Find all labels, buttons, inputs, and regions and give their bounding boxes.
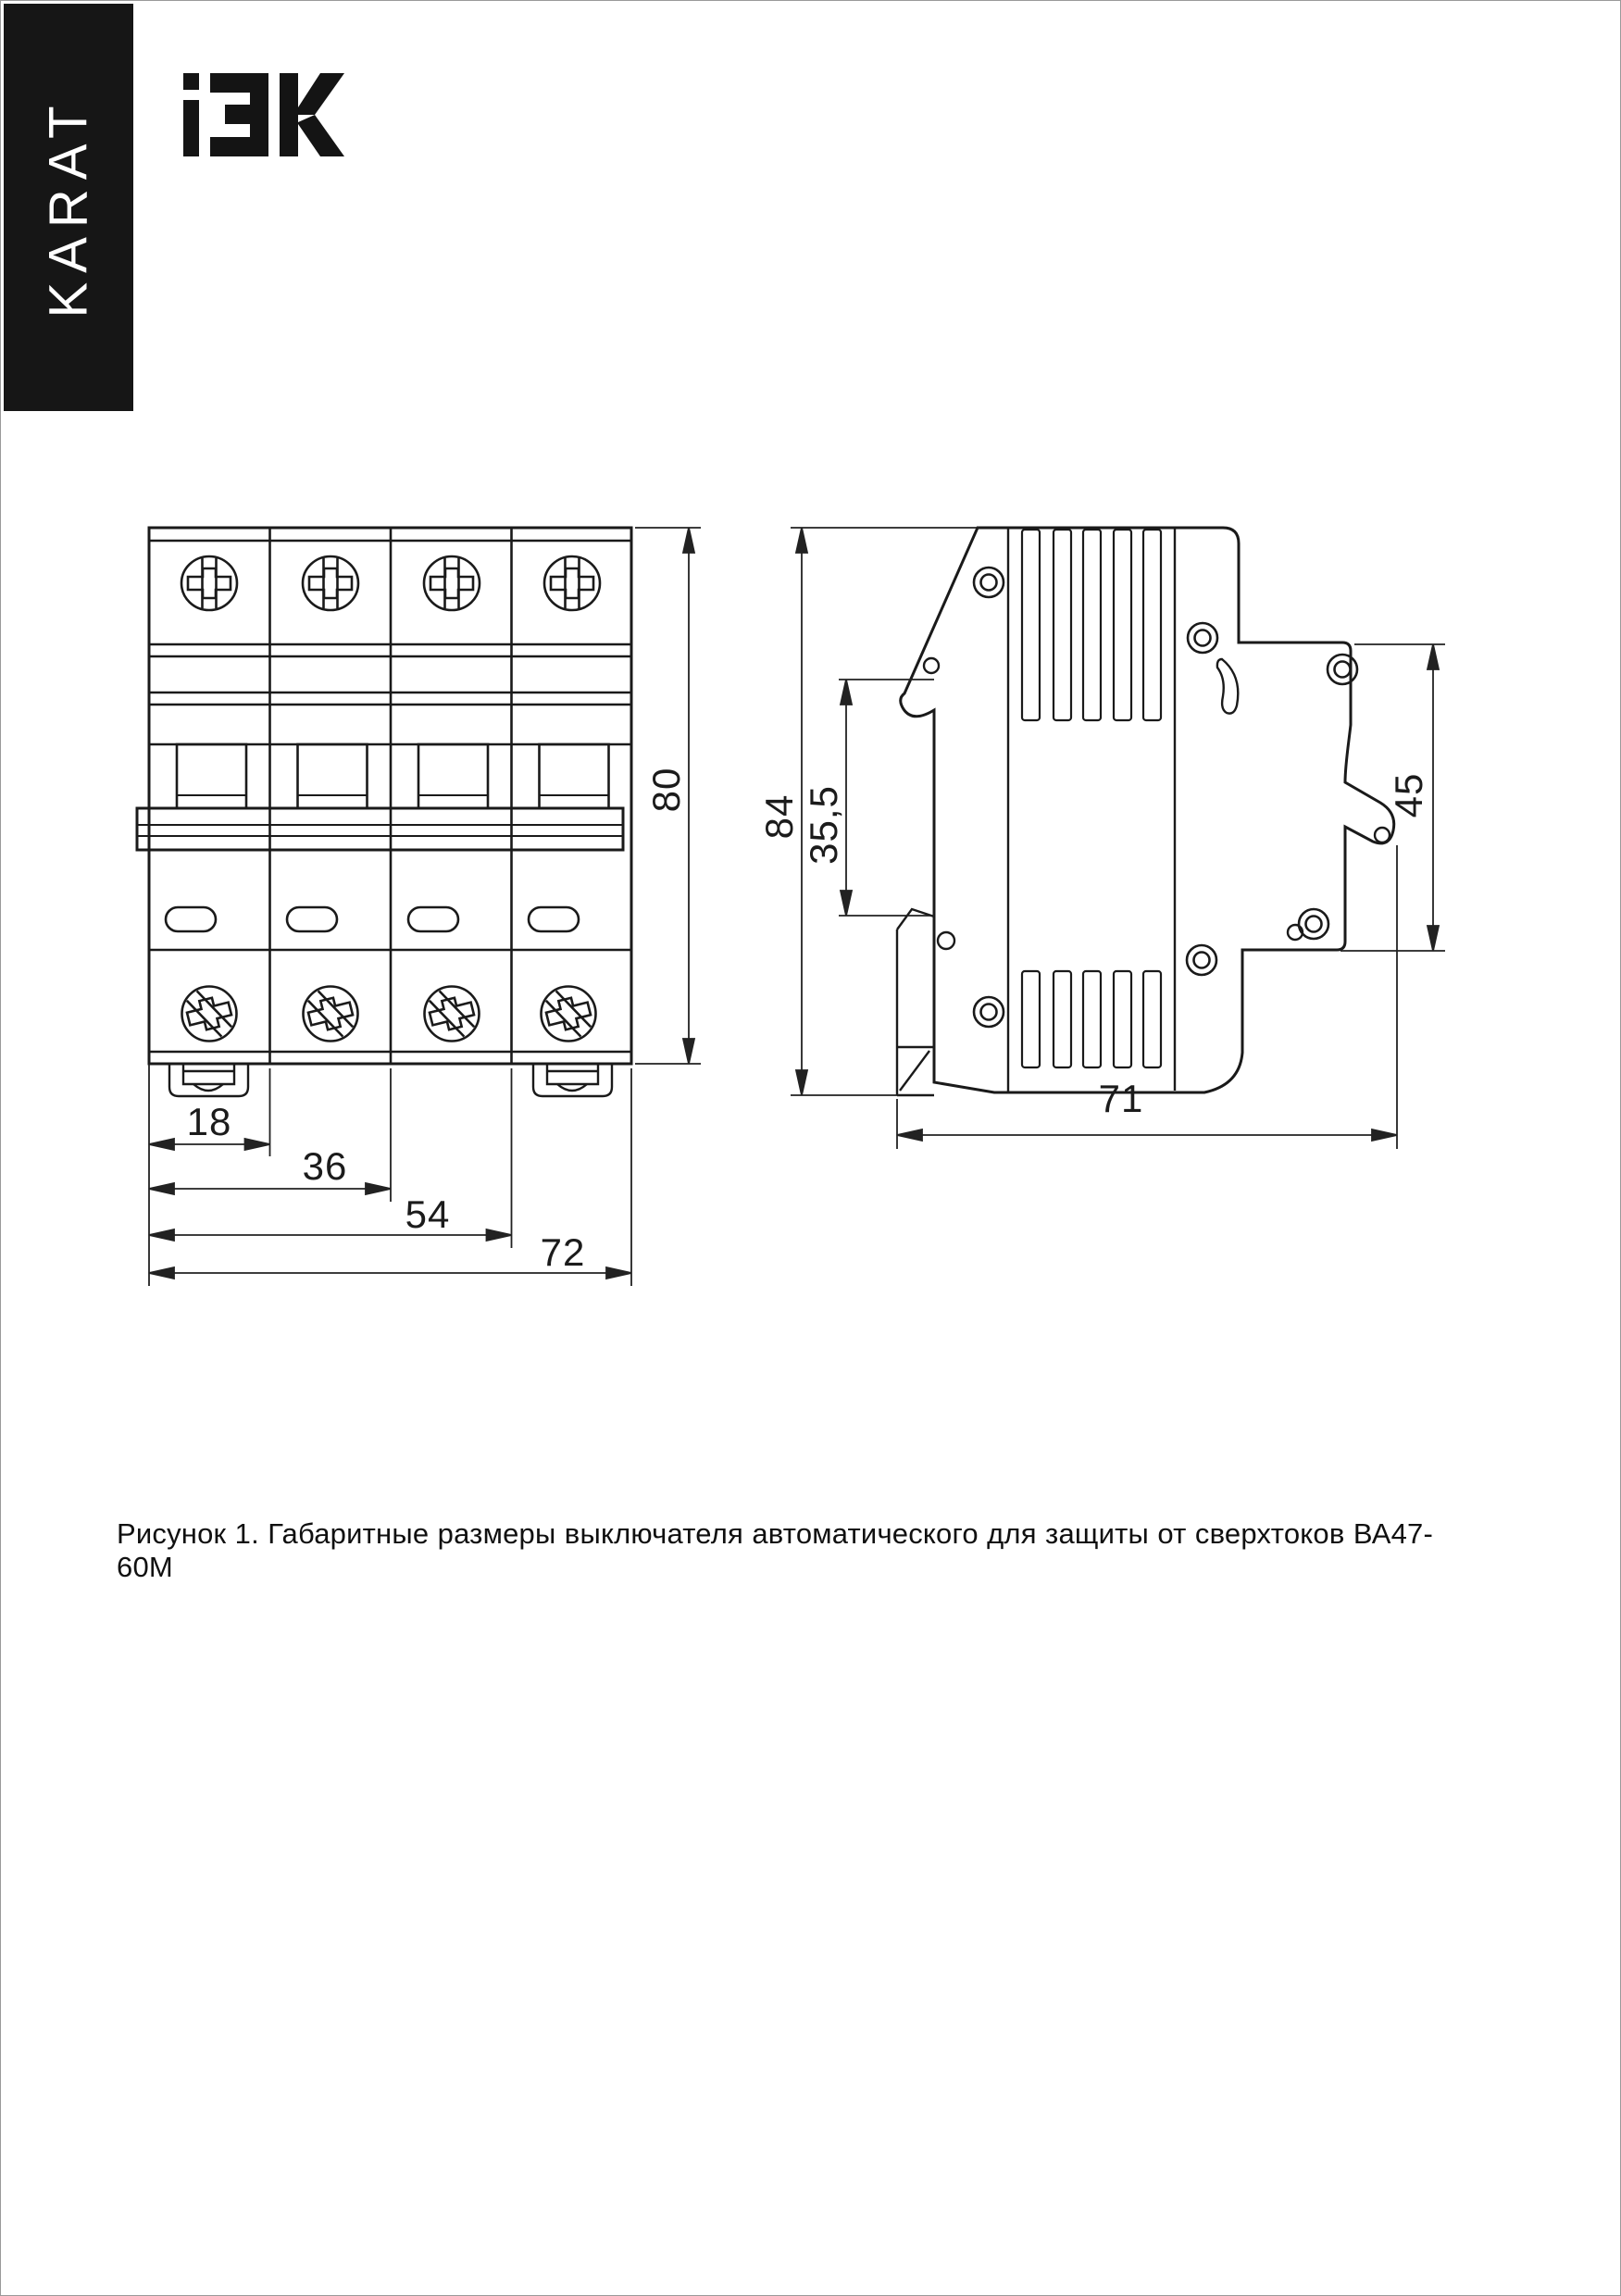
marking-windows <box>166 907 579 931</box>
dimension-drawing <box>1 1 1621 2296</box>
side-view <box>897 528 1394 1095</box>
dim-label-54: 54 <box>405 1192 451 1236</box>
side-view-dimensions <box>791 528 1445 1149</box>
din-clip-left <box>169 1064 248 1096</box>
lever-hole <box>1375 828 1390 842</box>
din-clip-side <box>897 909 934 1095</box>
dim-label-35-5: 35,5 <box>802 785 845 865</box>
brand-banner-label: KARAT <box>38 96 99 318</box>
vent-fins-bottom <box>1022 971 1161 1067</box>
dim-label-45: 45 <box>1387 772 1430 818</box>
vent-fins-top <box>1022 530 1161 720</box>
rivets <box>974 568 1357 1027</box>
dim-label-84: 84 <box>757 793 801 840</box>
dim-label-18: 18 <box>186 1100 232 1143</box>
tie-bar <box>137 808 623 850</box>
figure-caption: Рисунок 1. Габаритные размеры выключателя автоматического для защиты от сверхтоков ВА47-60М <box>117 1517 1433 1583</box>
dim-label-71: 71 <box>1098 1077 1144 1120</box>
front-view <box>137 528 631 1096</box>
dim-label-80: 80 <box>644 767 688 813</box>
din-clip-right <box>533 1064 612 1096</box>
dim-label-72: 72 <box>540 1230 586 1274</box>
toggle-handles <box>177 744 609 808</box>
crescent-slot <box>1217 659 1238 714</box>
dim-label-36: 36 <box>302 1144 348 1188</box>
